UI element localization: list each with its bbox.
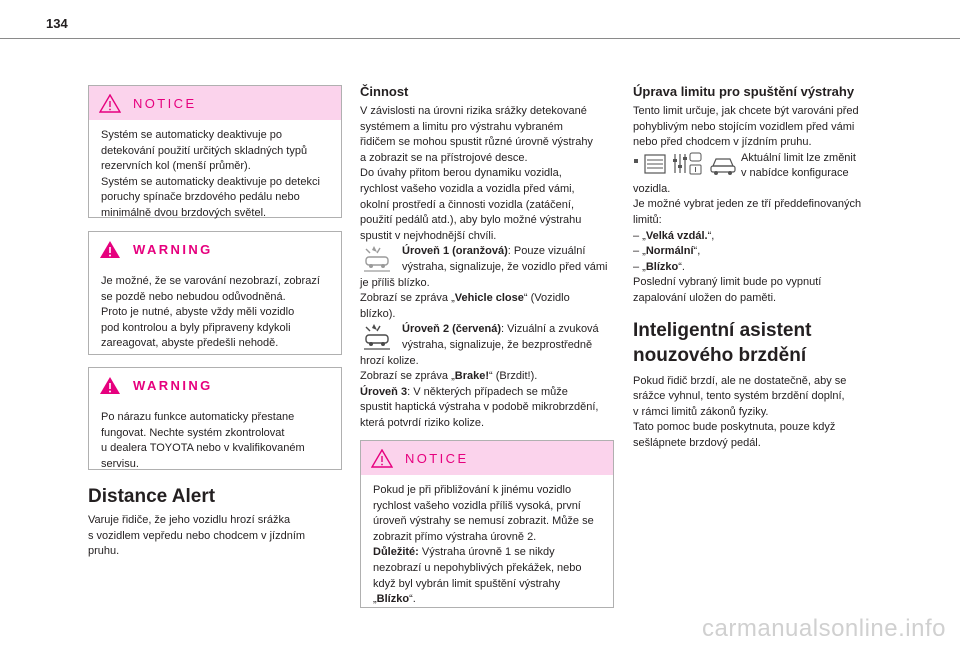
text-line: Po nárazu funkce automaticky přestane: [101, 411, 295, 423]
text-line: V závislosti na úrovni rizika srážky detekované: [360, 105, 587, 117]
text-line: zobrazit přímo výstraha úrovně 2.: [373, 530, 537, 543]
text-line: je příliš blízko.: [360, 276, 430, 289]
level3-text: : V některých případech se může: [407, 385, 568, 398]
notice-box-2: [360, 440, 614, 608]
list-item-prefix: – „: [633, 245, 646, 258]
collision-alert-icon: [360, 244, 394, 274]
text-line: systémem a limitu pro výstrahu vybraném: [360, 120, 563, 133]
text-line: výstraha, signalizuje, že vozidlo před vámi: [402, 260, 608, 273]
collision-alert-icon: [360, 322, 394, 352]
quote-open: „: [373, 593, 377, 606]
text-line: detekování použití určitých skladných typů: [101, 144, 308, 157]
notice-label: NOTICE: [405, 450, 469, 466]
msg-post: “ (Brzdit!).: [489, 370, 538, 383]
msg-pre: Zobrazí se zpráva „: [360, 292, 455, 305]
level3-title: Úroveň 3: [360, 385, 408, 398]
text-line: Tento limit určuje, jak chcete být varováni před: [633, 105, 859, 117]
text-line: Proto je nutné, abyste vždy měli vozidlo: [101, 306, 295, 319]
list-item: [633, 244, 895, 260]
warning-box-2: [88, 367, 342, 470]
top-rule: [0, 38, 960, 39]
option-far: Velká vzdál.: [645, 229, 708, 242]
text-line: řidičem se mohou spustit různé úrovně výstrahy: [360, 136, 593, 149]
msg-post: “ (Vozidlo: [523, 292, 570, 305]
msg-pre: Zobrazí se zpráva „: [360, 370, 455, 383]
text-line: když byl vybrán limit spuštění výstrahy: [373, 577, 561, 590]
watermark: carmanualsonline.info: [702, 615, 946, 642]
text-line: která potvrdí riziko kolize.: [360, 416, 485, 429]
warning-triangle-icon: [371, 449, 393, 468]
text-line: zapalování uložen do paměti.: [633, 291, 777, 304]
msg-vehicle-close: Vehicle close: [454, 292, 524, 305]
list-item-suffix: “,: [707, 229, 715, 242]
option-close: Blízko: [376, 593, 410, 606]
text-line: rychlost vašeho vozidla příliš vysoká, první: [373, 499, 581, 512]
text-line: blízko).: [360, 307, 396, 320]
notice-label: NOTICE: [133, 95, 197, 111]
list-item: [633, 229, 895, 245]
text-line: Aktuální limit lze změnit: [741, 151, 856, 164]
operation-section: [360, 84, 622, 431]
text-line: Systém se automaticky deaktivuje po: [101, 129, 282, 141]
text-line: fungovat. Nechte systém zkontrolovat: [101, 426, 285, 439]
text-line: vozidla.: [633, 182, 671, 195]
msg-brake: Brake!: [454, 370, 490, 383]
text-line: u dealera TOYOTA nebo v kvalifikovaném: [101, 442, 305, 455]
section-title-line: Inteligentní asistent: [633, 319, 812, 341]
text-line: pod kontrolou a byly připraveny kdykoli: [101, 321, 291, 334]
section-title-line: nouzového brzdění: [633, 344, 807, 366]
important-text: Výstraha úrovně 1 se nikdy: [418, 546, 555, 559]
text-line: Do úvahy přitom berou dynamiku vozidla,: [360, 167, 562, 180]
important-label: Důležité:: [373, 546, 419, 559]
level1-text: : Pouze vizuální: [507, 245, 586, 258]
text-line: Je možné vybrat jeden ze tří předdefinovaných: [633, 198, 862, 211]
notice-header: [361, 441, 613, 475]
warning-label: WARNING: [133, 241, 213, 257]
warning-label: WARNING: [133, 377, 213, 393]
text-line: spustit haptická výstraha v podobě mikrobrzdění,: [360, 401, 599, 414]
text-line: zareagovat, abyste předešli nehodě.: [101, 337, 279, 350]
car-icon: [709, 155, 737, 177]
option-close: Blízko: [645, 260, 679, 273]
level2-block: [360, 322, 622, 384]
level1-block: [360, 244, 622, 322]
text-line: hrozí kolize.: [360, 354, 419, 367]
text-line: a zobrazit se na přístrojové desce.: [360, 151, 528, 164]
section-title: Distance Alert: [88, 486, 216, 507]
text-line: použití pedálů atd.), aby bylo možné výstrahu: [360, 214, 582, 227]
text-line: pohyblivým nebo stojícím vozidlem před vámi: [633, 120, 855, 133]
text-line: Tato pomoc bude poskytnuta, pouze když: [633, 421, 836, 434]
text-line: rezervních kol (menší průměr).: [101, 160, 251, 173]
text-line: poruchy spínače brzdového pedálu nebo: [101, 191, 300, 204]
notice-box-1: [88, 85, 342, 218]
quote-close: “.: [409, 593, 416, 606]
text-line: výstraha, signalizuje, že bezprostředně: [402, 338, 593, 351]
list-item-prefix: – „: [633, 229, 646, 242]
threshold-section: [633, 84, 895, 452]
option-normal: Normální: [645, 245, 694, 258]
section-title: Činnost: [360, 84, 409, 99]
text-line: v nabídce konfigurace: [741, 167, 849, 180]
text-line: nezobrazí u nepohyblivých překážek, nebo: [373, 561, 582, 574]
text-line: v rámci limitů zákonů fyziky.: [633, 405, 769, 418]
warning-box-1: [88, 231, 342, 355]
warning-triangle-icon: [99, 376, 121, 395]
text-line: Pokud je při přibližování k jinému vozidlo: [373, 484, 572, 496]
notice-header: [89, 86, 341, 120]
display-screen-icon: [633, 153, 667, 177]
list-item-prefix: – „: [633, 260, 646, 273]
aeb-title: [633, 318, 895, 368]
text-line: okolní prostředí a činnosti vozidla (zatáčení,: [360, 198, 575, 211]
warning-triangle-icon: [99, 240, 121, 259]
text-line: s vozidlem vepředu nebo chodcem v jízdním: [88, 529, 306, 542]
text-line: minimálně dvou brzdových světel.: [101, 206, 267, 219]
vehicle-settings-icon: [671, 151, 703, 177]
list-item-suffix: “,: [693, 245, 701, 258]
text-line: pruhu.: [88, 545, 120, 558]
level2-text: : Vizuální a zvuková: [501, 323, 599, 336]
warning-triangle-icon: [99, 94, 121, 113]
page-number: 134: [46, 16, 68, 31]
text-line: Varuje řidiče, že jeho vozidlu hrozí srážka: [88, 514, 291, 526]
level2-title: Úroveň 2 (červená): [402, 323, 502, 336]
text-line: Poslední vybraný limit bude po vypnutí: [633, 276, 822, 289]
text-line: nebo před chodcem v jízdním pruhu.: [633, 136, 812, 149]
text-line: rychlost vašeho vozidla a vozidla před vámi,: [360, 182, 575, 195]
section-title: Úprava limitu pro spuštění výstrahy: [633, 84, 855, 99]
warning-header: [89, 368, 341, 402]
text-line: se pozdě nebo nebudou odůvodněná.: [101, 290, 286, 303]
list-item: [633, 260, 895, 276]
text-line: Pokud řidič brzdí, ale ne dostatečně, aby se: [633, 374, 847, 387]
text-line: servisu.: [101, 457, 139, 470]
distance-alert-section: [88, 484, 344, 560]
text-line: sešlápnete brzdový pedál.: [633, 436, 761, 449]
text-line: úroveň výstrahy se nemusí zobrazit. Může se: [373, 515, 594, 528]
text-line: Je možné, že se varování nezobrazí, zobrazí: [101, 275, 320, 287]
level1-title: Úroveň 1 (oranžová): [402, 245, 508, 258]
warning-header: [89, 232, 341, 266]
list-item-suffix: “.: [678, 260, 685, 273]
text-line: limitů:: [633, 213, 662, 226]
text-line: Systém se automaticky deaktivuje po detekci: [101, 175, 320, 188]
text-line: srážce vyhnul, tento systém brzdění doplní,: [633, 390, 845, 403]
text-line: spustit v nejvhodnější chvíli.: [360, 229, 497, 242]
icons-row: [633, 151, 895, 182]
